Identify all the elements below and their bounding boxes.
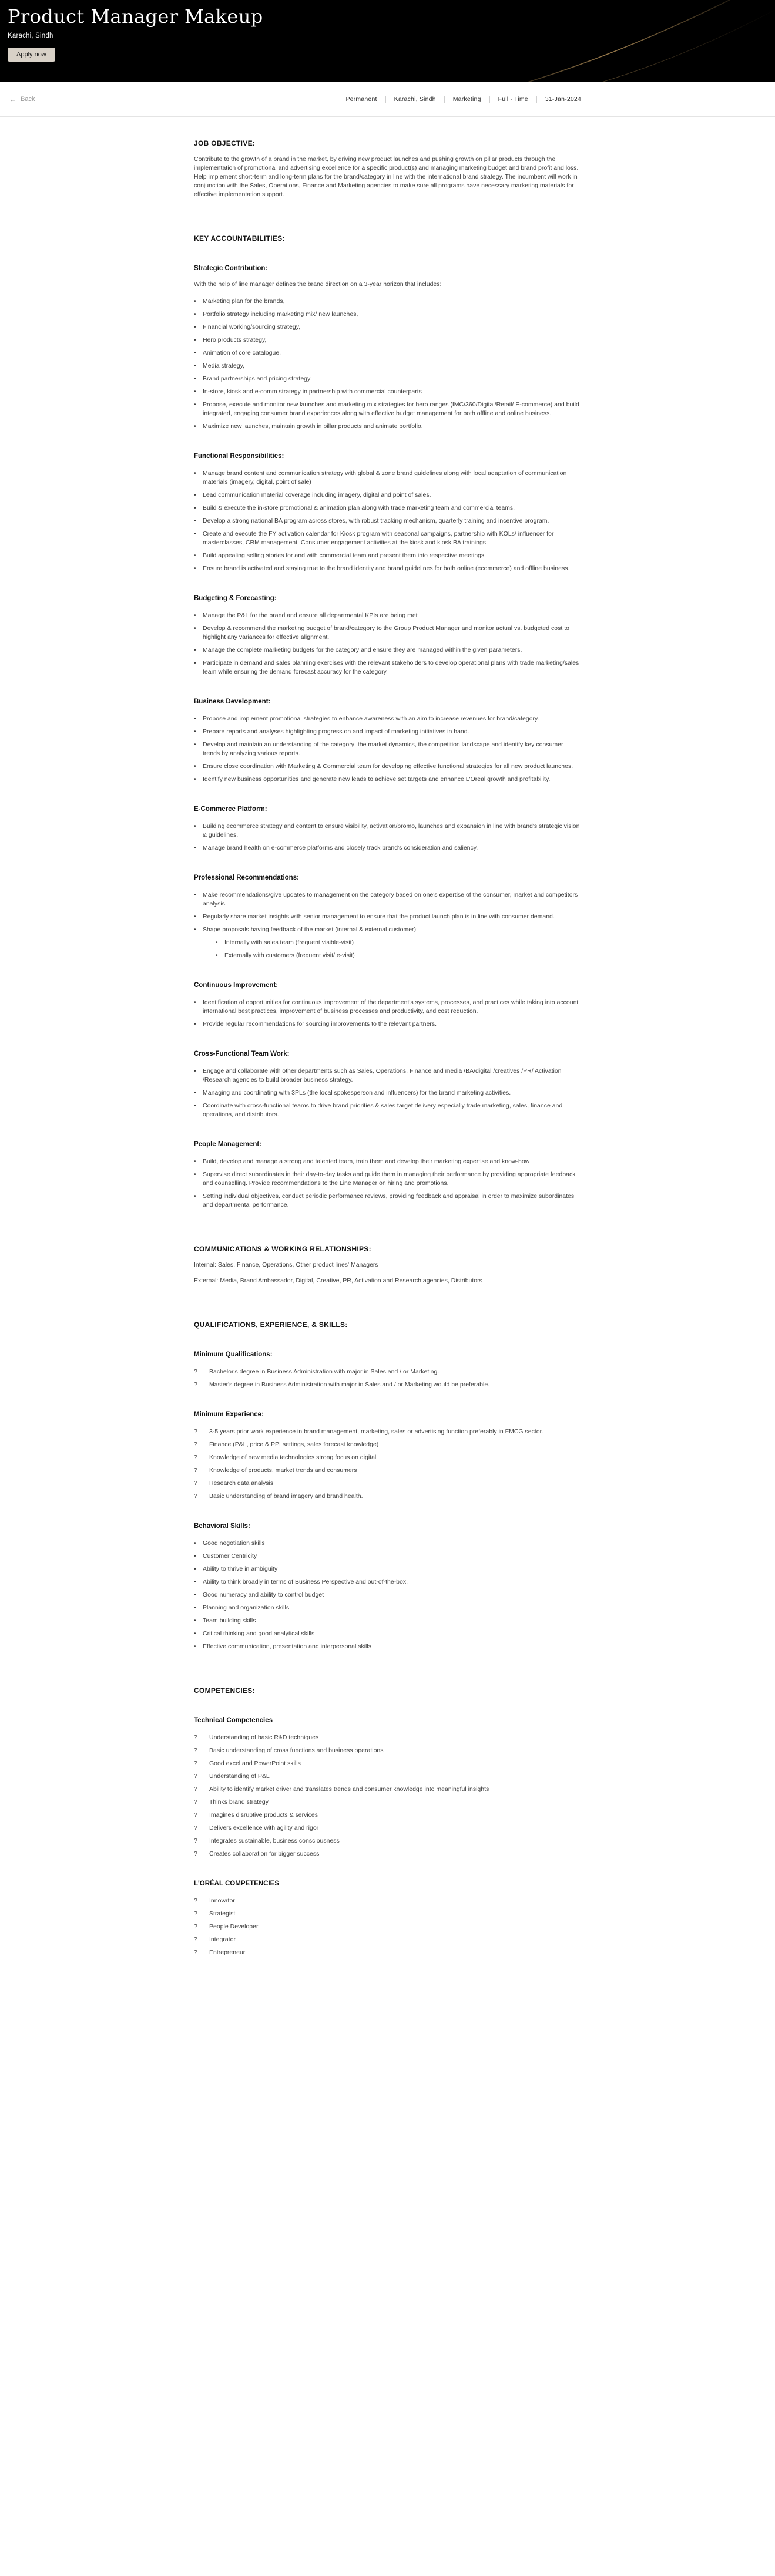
bullet-marker: • <box>194 1630 196 1637</box>
list-item-text: Customer Centricity <box>203 1553 257 1560</box>
list-item-text: Make recommendations/give updates to management on the category based on one's expertise of the consumer, market and competitors analysis. <box>203 891 578 907</box>
list-item-text: Creates collaboration for bigger success <box>209 1850 320 1857</box>
list-item-text: Bachelor's degree in Business Administration with major in Sales and / or Marketing. <box>209 1368 439 1375</box>
list-item-text: Innovator <box>209 1897 235 1904</box>
list-item-text: People Developer <box>209 1923 259 1930</box>
sub-section-heading: E-Commerce Platform: <box>194 806 267 813</box>
bullet-list-item <box>194 1578 582 1587</box>
bullet-marker: • <box>216 939 218 946</box>
bullet-list-item <box>194 1192 582 1210</box>
bullet-list-item <box>194 323 582 332</box>
list-item-text: Imagines disruptive products & services <box>209 1811 318 1819</box>
question-list-item <box>194 1746 582 1755</box>
question-marker: ? <box>194 1837 197 1844</box>
bullet-list-item <box>194 998 582 1016</box>
list-item-text: Identification of opportunities for continuous improvement of the department's systems, processes, and practices while taking into account international best practices, improvement of business processes and productivity, and cost reduction. <box>203 999 579 1015</box>
bullet-list-item <box>194 1552 582 1561</box>
question-list-item <box>194 1811 582 1820</box>
bullet-marker: • <box>194 844 196 851</box>
bullet-list-item <box>194 1591 582 1600</box>
list-item-text: In-store, kiosk and e-comm strategy in partnership with commercial counterparts <box>203 388 422 395</box>
bullet-marker: • <box>194 1158 196 1165</box>
bullet-marker: • <box>194 311 196 318</box>
question-marker: ? <box>194 1493 197 1500</box>
bullet-marker: • <box>194 646 196 654</box>
list-item-text: Develop a strong national BA program across stores, with robust tracking mechanism, quarterly training and incentive program. <box>203 517 549 524</box>
question-marker: ? <box>194 1811 197 1819</box>
bullet-marker: • <box>194 375 196 382</box>
bullet-marker: • <box>194 1591 196 1598</box>
bullet-list-item <box>194 388 582 396</box>
list-item-text: Regularly share market insights with senior management to ensure that the product launch plan is in line with consumer demand. <box>203 913 555 920</box>
question-list-item <box>194 1935 582 1944</box>
list-item-text: Animation of core catalogue, <box>203 349 281 356</box>
question-marker: ? <box>194 1936 197 1943</box>
question-list-item <box>194 1380 582 1389</box>
list-item-text: Build, develop and manage a strong and talented team, train them and develop their marketing expertise and know-how <box>203 1158 530 1165</box>
list-item-text: Media strategy, <box>203 362 245 369</box>
bullet-list-item <box>194 912 582 921</box>
sub-section-heading: Budgeting & Forecasting: <box>194 595 277 602</box>
bullet-list-item <box>194 1617 582 1625</box>
bullet-marker: • <box>194 565 196 572</box>
list-item-text: Team building skills <box>203 1617 256 1624</box>
list-item-text: 3-5 years prior work experience in brand management, marketing, sales or advertising function preferably in FMCG sector. <box>209 1428 543 1435</box>
section-heading: JOB OBJECTIVE: <box>194 139 256 147</box>
bullet-marker: • <box>194 401 196 408</box>
bullet-marker: • <box>194 913 196 920</box>
bullet-list-item <box>194 469 582 487</box>
bullet-list <box>194 1539 582 1651</box>
list-item-text: Participate in demand and sales planning exercises with the relevant stakeholders to develop operational plans with trade marketing/sales team while ensuring the demand forecast accuracy for the category. <box>203 659 579 675</box>
question-marker: ? <box>194 1428 197 1435</box>
bullet-list-item <box>194 1157 582 1166</box>
bullet-marker: • <box>216 952 218 959</box>
bullet-list-item <box>194 491 582 500</box>
bullet-list <box>194 891 582 960</box>
question-marker: ? <box>194 1454 197 1461</box>
question-list-item <box>194 1910 582 1918</box>
question-list-item <box>194 1824 582 1833</box>
bullet-marker: • <box>194 1102 196 1109</box>
bullet-list-item <box>194 504 582 513</box>
list-item-text: Propose, execute and monitor new launches and marketing mix strategies for hero ranges (IMC/360/Digital/Retail/ E-commerce) and build integrated, engaging consumer brand experiences along with effective budget management for both offline and online business. <box>203 401 579 417</box>
bullet-list-item <box>194 775 582 784</box>
bullet-list-item <box>194 611 582 620</box>
bullet-list <box>194 297 582 431</box>
bullet-list-item <box>194 1067 582 1085</box>
question-list-item <box>194 1897 582 1905</box>
list-item-text: Brand partnerships and pricing strategy <box>203 375 311 382</box>
bullet-list-item <box>194 551 582 560</box>
list-item-text: Basic understanding of brand imagery and brand health. <box>209 1493 363 1500</box>
bullet-list-item <box>194 336 582 345</box>
bullet-marker: • <box>194 470 196 477</box>
sub-section-heading: Functional Responsibilities: <box>194 453 284 460</box>
paragraph: Internal: Sales, Finance, Operations, Other product lines' Managers <box>194 1261 378 1268</box>
bullet-marker: • <box>194 423 196 430</box>
bullet-list-item <box>194 1539 582 1548</box>
question-marker: ? <box>194 1786 197 1793</box>
bullet-marker: • <box>194 612 196 619</box>
question-marker: ? <box>194 1850 197 1857</box>
sub-section-heading: L'ORÉAL COMPETENCIES <box>194 1880 280 1887</box>
question-list-item <box>194 1850 582 1858</box>
list-item-text: Planning and organization skills <box>203 1604 290 1611</box>
list-item-text: Portfolio strategy including marketing mix/ new launches, <box>203 311 358 318</box>
list-item-text: Develop & recommend the marketing budget of brand/category to the Group Product Manager and monitor actual vs. budgeted cost to highlight any variances for effective alignment. <box>203 625 569 641</box>
question-marker: ? <box>194 1897 197 1904</box>
list-item-text: Knowledge of products, market trends and consumers <box>209 1467 357 1474</box>
question-list-item <box>194 1453 582 1462</box>
bullet-list-item <box>194 310 582 319</box>
bullet-marker: • <box>194 504 196 511</box>
sub-section-heading: Strategic Contribution: <box>194 265 268 272</box>
bullet-marker: • <box>194 776 196 783</box>
bullet-marker: • <box>194 741 196 748</box>
question-list <box>194 1368 582 1389</box>
list-item-text: Understanding of P&L <box>209 1773 270 1780</box>
meta-tags <box>337 96 581 103</box>
bullet-list-item <box>194 375 582 383</box>
list-item-text: Lead communication material coverage including imagery, digital and point of sales. <box>203 491 431 499</box>
bullet-list-item <box>194 1629 582 1638</box>
bullet-list <box>194 715 582 784</box>
list-item-text: Hero products strategy, <box>203 336 267 344</box>
paragraph: Contribute to the growth of a brand in the market, by driving new product launches and pushing growth on pillar products through the implementation of promotional and advertising excellence for a specific product(s) and managing marketing budget and brand profit and loss. Help implement short-term and long-term plans for the brand/category in line with the international brand strategy. The incumbent will work in conjunction with the Sales, Operations, Finance and Marketing agencies to make sure all programs have necessary marketing materials for effective implementation support. <box>194 156 579 198</box>
bullet-list <box>194 469 582 573</box>
question-marker: ? <box>194 1949 197 1956</box>
list-item-text: Marketing plan for the brands, <box>203 298 285 305</box>
paragraph: With the help of line manager defines the brand direction on a 3-year horizon that includes: <box>194 281 442 288</box>
sub-section-heading: Technical Competencies <box>194 1717 273 1724</box>
bullet-list <box>194 1067 582 1119</box>
list-item-text: Entrepreneur <box>209 1949 246 1956</box>
bullet-marker: • <box>194 1565 196 1572</box>
bullet-marker: • <box>194 1171 196 1178</box>
bullet-list-item <box>194 1020 582 1029</box>
question-marker: ? <box>194 1910 197 1917</box>
bullet-marker: • <box>194 1089 196 1096</box>
back-arrow-icon: ← <box>9 95 16 103</box>
bullet-marker: • <box>194 1193 196 1200</box>
bullet-marker: • <box>194 659 196 666</box>
bullet-list <box>194 1157 582 1210</box>
bullet-marker: • <box>194 1643 196 1650</box>
question-list-item <box>194 1922 582 1931</box>
question-marker: ? <box>194 1734 197 1741</box>
question-list-item <box>194 1466 582 1475</box>
bullet-marker: • <box>194 530 196 537</box>
bullet-marker: • <box>194 926 196 933</box>
question-list-item <box>194 1492 582 1501</box>
bullet-list-item <box>194 349 582 358</box>
bullet-marker: • <box>194 728 196 735</box>
question-list-item <box>194 1427 582 1436</box>
bullet-list-item <box>194 646 582 655</box>
bullet-marker: • <box>194 1604 196 1611</box>
bullet-marker: • <box>194 1068 196 1075</box>
list-item-text: Strategist <box>209 1910 236 1917</box>
sub-section-heading: Behavioral Skills: <box>194 1523 250 1530</box>
question-list-item <box>194 1759 582 1768</box>
list-item-text: Engage and collaborate with other departments such as Sales, Operations, Finance and media /BA/digital /creatives /PR/ Activation /Research agencies to build broader business strategy. <box>203 1068 562 1083</box>
question-list-item <box>194 1772 582 1781</box>
question-list <box>194 1733 582 1858</box>
bullet-marker: • <box>194 491 196 499</box>
section-heading: COMPETENCIES: <box>194 1686 255 1695</box>
bullet-list-item <box>194 400 582 418</box>
bullet-list-item <box>194 624 582 642</box>
bullet-list-item <box>194 844 582 853</box>
bullet-list-item <box>194 715 582 723</box>
bullet-marker: • <box>194 517 196 524</box>
bullet-marker: • <box>194 763 196 770</box>
bullet-list-item <box>194 422 582 431</box>
bullet-list-item <box>194 1604 582 1612</box>
bullet-marker: • <box>194 552 196 559</box>
bullet-marker: • <box>194 625 196 632</box>
list-item-text: Ensure brand is activated and staying true to the brand identity and brand guidelines for both online (ecommerce) and offline business. <box>203 565 570 572</box>
list-item-text: Provide regular recommendations for sourcing improvements to the relevant partners. <box>203 1021 437 1028</box>
bullet-list-item <box>194 530 582 547</box>
bullet-list <box>216 938 582 960</box>
question-list-item <box>194 1798 582 1807</box>
bullet-marker: • <box>194 823 196 830</box>
list-item-text: Maximize new launches, maintain growth in pillar products and animate portfolio. <box>203 423 423 430</box>
list-item-text: Manage brand health on e-commerce platforms and closely track brand's consideration and saliency. <box>203 844 478 851</box>
back-label: Back <box>21 96 35 103</box>
question-list-item <box>194 1948 582 1957</box>
list-item-text: Delivers excellence with agility and rigor <box>209 1824 319 1831</box>
meta-tag: Karachi, Sindh <box>394 96 436 103</box>
bullet-marker: • <box>194 1578 196 1585</box>
question-marker: ? <box>194 1799 197 1806</box>
list-item-text: Manage the complete marketing budgets for the category and ensure they are managed within the given parameters. <box>203 646 522 654</box>
bullet-list-item <box>194 822 582 840</box>
question-marker: ? <box>194 1467 197 1474</box>
bullet-marker: • <box>194 388 196 395</box>
bullet-list-item <box>194 564 582 573</box>
list-item-text: Propose and implement promotional strategies to enhance awareness with an aim to increase revenues for brand/category. <box>203 715 539 722</box>
meta-tag: Full - Time <box>498 96 528 103</box>
question-marker: ? <box>194 1824 197 1831</box>
meta-tag: Marketing <box>452 96 481 103</box>
bullet-list-item <box>194 762 582 771</box>
bullet-list-item <box>194 925 582 960</box>
list-item-text: Shape proposals having feedback of the market (internal & external customer): <box>203 926 418 933</box>
list-item-text: Ensure close coordination with Marketing & Commercial team for developing effective functional strategies for all new product launches. <box>203 763 573 770</box>
question-marker: ? <box>194 1747 197 1754</box>
bullet-list-item <box>194 297 582 306</box>
list-item-text: Coordinate with cross-functional teams to drive brand priorities & sales target delivery especially trade marketing, sales, finance and operations, and distributors. <box>203 1102 563 1118</box>
question-list <box>194 1427 582 1501</box>
question-list-item <box>194 1479 582 1488</box>
bullet-marker: • <box>194 298 196 305</box>
list-item-text: Good numeracy and ability to control budget <box>203 1591 324 1598</box>
question-list-item <box>194 1440 582 1449</box>
list-item-text: Financial working/sourcing strategy, <box>203 324 301 331</box>
bullet-list-item <box>194 891 582 908</box>
list-item-text: Managing and coordinating with 3PLs (the local spokesperson and influencers) for the brand marketing activities. <box>203 1089 511 1096</box>
section-heading: QUALIFICATIONS, EXPERIENCE, & SKILLS: <box>194 1321 348 1329</box>
bullet-list-item <box>194 740 582 758</box>
bullet-marker: • <box>194 999 196 1006</box>
question-list-item <box>194 1837 582 1846</box>
apply-now-button[interactable]: Apply now <box>8 48 55 62</box>
bullet-marker: • <box>194 1553 196 1560</box>
meta-tag: Permanent <box>345 96 377 103</box>
section-heading: KEY ACCOUNTABILITIES: <box>194 234 285 243</box>
bullet-marker: • <box>194 362 196 369</box>
list-item-text: Manage the P&L for the brand and ensure all departmental KPIs are being met <box>203 612 418 619</box>
list-item-text: Build & execute the in-store promotional & animation plan along with trade marketing team and commercial teams. <box>203 504 515 511</box>
bullet-list-item <box>216 938 582 947</box>
sub-section-heading: Minimum Qualifications: <box>194 1351 273 1358</box>
list-item-text: Identify new business opportunities and generate new leads to achieve set targets and enhance L'Oreal growth and profitability. <box>203 776 551 783</box>
bullet-list-item <box>194 1102 582 1119</box>
page-title: Product Manager Makeup <box>8 5 263 28</box>
bullet-list-item <box>194 517 582 526</box>
hero-header <box>0 0 775 82</box>
back-link[interactable] <box>9 95 35 103</box>
list-item-text: Ability to thrive in ambiguity <box>203 1565 278 1572</box>
bullet-marker: • <box>194 1540 196 1547</box>
bullet-list-item <box>216 951 582 960</box>
bullet-list-item <box>194 362 582 371</box>
section-heading: COMMUNICATIONS & WORKING RELATIONSHIPS: <box>194 1245 371 1253</box>
list-item-text: Supervise direct subordinates in their day-to-day tasks and guide them in managing their performance by providing appropriate feedback and counselling. Provide recommendations to the Line Manager on hiring and promotions. <box>203 1171 576 1187</box>
sub-section-heading: Cross-Functional Team Work: <box>194 1050 290 1058</box>
bullet-list-item <box>194 1642 582 1651</box>
bullet-list-item <box>194 1170 582 1188</box>
bullet-marker: • <box>194 1617 196 1624</box>
bullet-list-item <box>194 728 582 736</box>
question-marker: ? <box>194 1441 197 1448</box>
list-item-text: Knowledge of new media technologies strong focus on digital <box>209 1454 377 1461</box>
paragraph: External: Media, Brand Ambassador, Digital, Creative, PR, Activation and Research agencies, Distributors <box>194 1277 482 1284</box>
bullet-list-item <box>194 1565 582 1574</box>
bullet-list-item <box>194 659 582 676</box>
list-item-text: Building ecommerce strategy and content to ensure visibility, activation/promo, launches and expansion in line with brand's strategic vision & guidelines. <box>203 823 580 839</box>
job-location: Karachi, Sindh <box>8 32 53 40</box>
list-item-text: Basic understanding of cross functions and business operations <box>209 1747 384 1754</box>
list-item-text: Create and execute the FY activation calendar for Kiosk program with seasonal campaigns, partnership with KOLs/ influencer for masterclasses, CRM management, Consumer engagement activities at the kiosk and kiosk BA trainings. <box>203 530 554 546</box>
question-marker: ? <box>194 1773 197 1780</box>
job-meta-bar <box>0 82 775 117</box>
list-item-text: Integrates sustainable, business consciousness <box>209 1837 340 1844</box>
list-item-text: Good excel and PowerPoint skills <box>209 1760 301 1767</box>
list-item-text: Internally with sales team (frequent visible-visit) <box>224 939 354 946</box>
sub-section-heading: Minimum Experience: <box>194 1411 264 1418</box>
question-list-item <box>194 1368 582 1376</box>
bullet-marker: • <box>194 715 196 722</box>
job-description <box>194 139 582 2018</box>
sub-section-heading: Business Development: <box>194 698 271 705</box>
list-item-text: Build appealing selling stories for and with commercial team and present them into respective meetings. <box>203 552 487 559</box>
meta-tag: 31-Jan-2024 <box>545 96 581 103</box>
bullet-list-item <box>194 1089 582 1097</box>
list-item-text: Integrator <box>209 1936 236 1943</box>
list-item-text: Setting individual objectives, conduct periodic performance reviews, providing feedback and appraisal in order to maximize subordinates and departmental performance. <box>203 1193 575 1208</box>
question-marker: ? <box>194 1480 197 1487</box>
bullet-marker: • <box>194 336 196 344</box>
sub-section-heading: Professional Recommendations: <box>194 874 299 881</box>
list-item-text: Understanding of basic R&D techniques <box>209 1734 319 1741</box>
sub-section-heading: Continuous Improvement: <box>194 982 279 989</box>
list-item-text: Master's degree in Business Administration with major in Sales and / or Marketing would be preferable. <box>209 1381 490 1388</box>
list-item-text: Critical thinking and good analytical skills <box>203 1630 315 1637</box>
list-item-text: Ability to identify market driver and translates trends and consumer knowledge into meaningful insights <box>209 1786 489 1793</box>
list-item-text: Develop and maintain an understanding of the category; the market dynamics, the competition landscape and identify key consumer trends by analyzing various reports. <box>203 741 563 757</box>
bullet-list <box>194 611 582 676</box>
question-marker: ? <box>194 1381 197 1388</box>
list-item-text: Effective communication, presentation and interpersonal skills <box>203 1643 371 1650</box>
bullet-marker: • <box>194 349 196 356</box>
sub-section-heading: People Management: <box>194 1141 262 1148</box>
question-list-item <box>194 1733 582 1742</box>
question-list <box>194 1897 582 1957</box>
question-marker: ? <box>194 1923 197 1930</box>
bullet-marker: • <box>194 1021 196 1028</box>
list-item-text: Manage brand content and communication strategy with global & zone brand guidelines along with local adaptation of communication materials (imagery, digital, point of sale) <box>203 470 567 486</box>
bullet-marker: • <box>194 324 196 331</box>
question-marker: ? <box>194 1760 197 1767</box>
list-item-text: Good negotiation skills <box>203 1540 265 1547</box>
question-list-item <box>194 1785 582 1794</box>
list-item-text: Research data analysis <box>209 1480 274 1487</box>
list-item-text: Thinks brand strategy <box>209 1799 269 1806</box>
bullet-list <box>194 822 582 853</box>
list-item-text: Prepare reports and analyses highlighting progress on and impact of marketing initiatives in hand. <box>203 728 469 735</box>
bullet-marker: • <box>194 891 196 898</box>
bullet-list <box>194 998 582 1029</box>
question-marker: ? <box>194 1368 197 1375</box>
list-item-text: Finance (P&L, price & PPI settings, sales forecast knowledge) <box>209 1441 379 1448</box>
list-item-text: Externally with customers (frequent visit/ e-visit) <box>224 952 355 959</box>
list-item-text: Ability to think broadly in terms of Business Perspective and out-of-the-box. <box>203 1578 408 1585</box>
